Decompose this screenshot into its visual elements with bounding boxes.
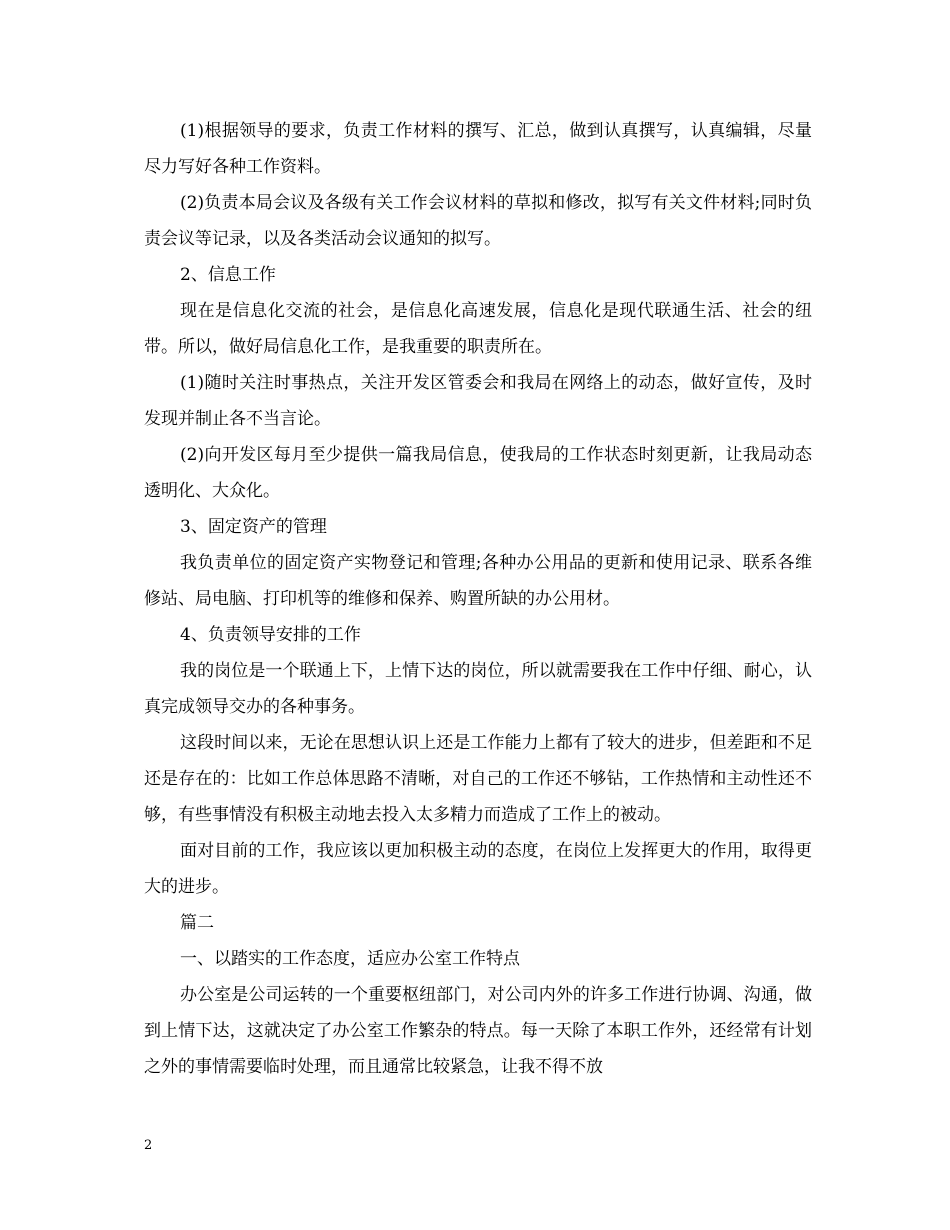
document-body (144, 113, 812, 1085)
heading-fixed-assets: 3、固定资产的管理 (180, 517, 327, 537)
heading-work-attitude: 一、以踏实的工作态度，适应办公室工作特点 (180, 949, 520, 969)
paragraph-fixed-assets: 我负责单位的固定资产实物登记和管理;各种办公用品的更新和使用记录、联系各维修站、局电脑、打印机等的维修和保养、购置所缺的办公用材。 (144, 553, 812, 609)
paragraph-work-materials: (1)根据领导的要求，负责工作材料的撰写、汇总，做到认真撰写，认真编辑，尽量尽力写好各种工作资料。 (144, 121, 812, 177)
heading-leader-tasks: 4、负责领导安排的工作 (180, 625, 361, 645)
heading-part-two: 篇二 (180, 913, 214, 933)
page-number: 2 (144, 1138, 153, 1153)
paragraph-hot-topics: (1)随时关注时事热点，关注开发区管委会和我局在网络上的动态，做好宣传，及时发现并制止各不当言论。 (144, 373, 812, 429)
paragraph-future-attitude: 面对目前的工作，我应该以更加积极主动的态度，在岗位上发挥更大的作用，取得更大的进步。 (144, 841, 812, 897)
paragraph-position-duties: 我的岗位是一个联通上下，上情下达的岗位，所以就需要我在工作中仔细、耐心，认真完成领导交办的各种事务。 (144, 661, 812, 717)
paragraph-monthly-info: (2)向开发区每月至少提供一篇我局信息，使我局的工作状态时刻更新，让我局动态透明化、大众化。 (144, 445, 812, 501)
paragraph-progress-shortcomings: 这段时间以来，无论在思想认识上还是工作能力上都有了较大的进步，但差距和不足还是存在的：比如工作总体思路不清晰，对自己的工作还不够钻，工作热情和主动性还不够，有些事情没有积极主动地去投入太多精力而造成了工作上的被动。 (144, 733, 812, 825)
paragraph-office-hub: 办公室是公司运转的一个重要枢纽部门，对公司内外的许多工作进行协调、沟通，做到上情下达，这就决定了办公室工作繁杂的特点。每一天除了本职工作外，还经常有计划之外的事情需要临时处理，而且通常比较紧急，让我不得不放 (144, 985, 812, 1077)
paragraph-meeting-materials: (2)负责本局会议及各级有关工作会议材料的草拟和修改，拟写有关文件材料;同时负责会议等记录，以及各类活动会议通知的拟写。 (144, 193, 812, 249)
heading-information-work: 2、信息工作 (180, 265, 276, 285)
paragraph-information-society: 现在是信息化交流的社会，是信息化高速发展，信息化是现代联通生活、社会的纽带。所以，做好局信息化工作，是我重要的职责所在。 (144, 301, 812, 357)
